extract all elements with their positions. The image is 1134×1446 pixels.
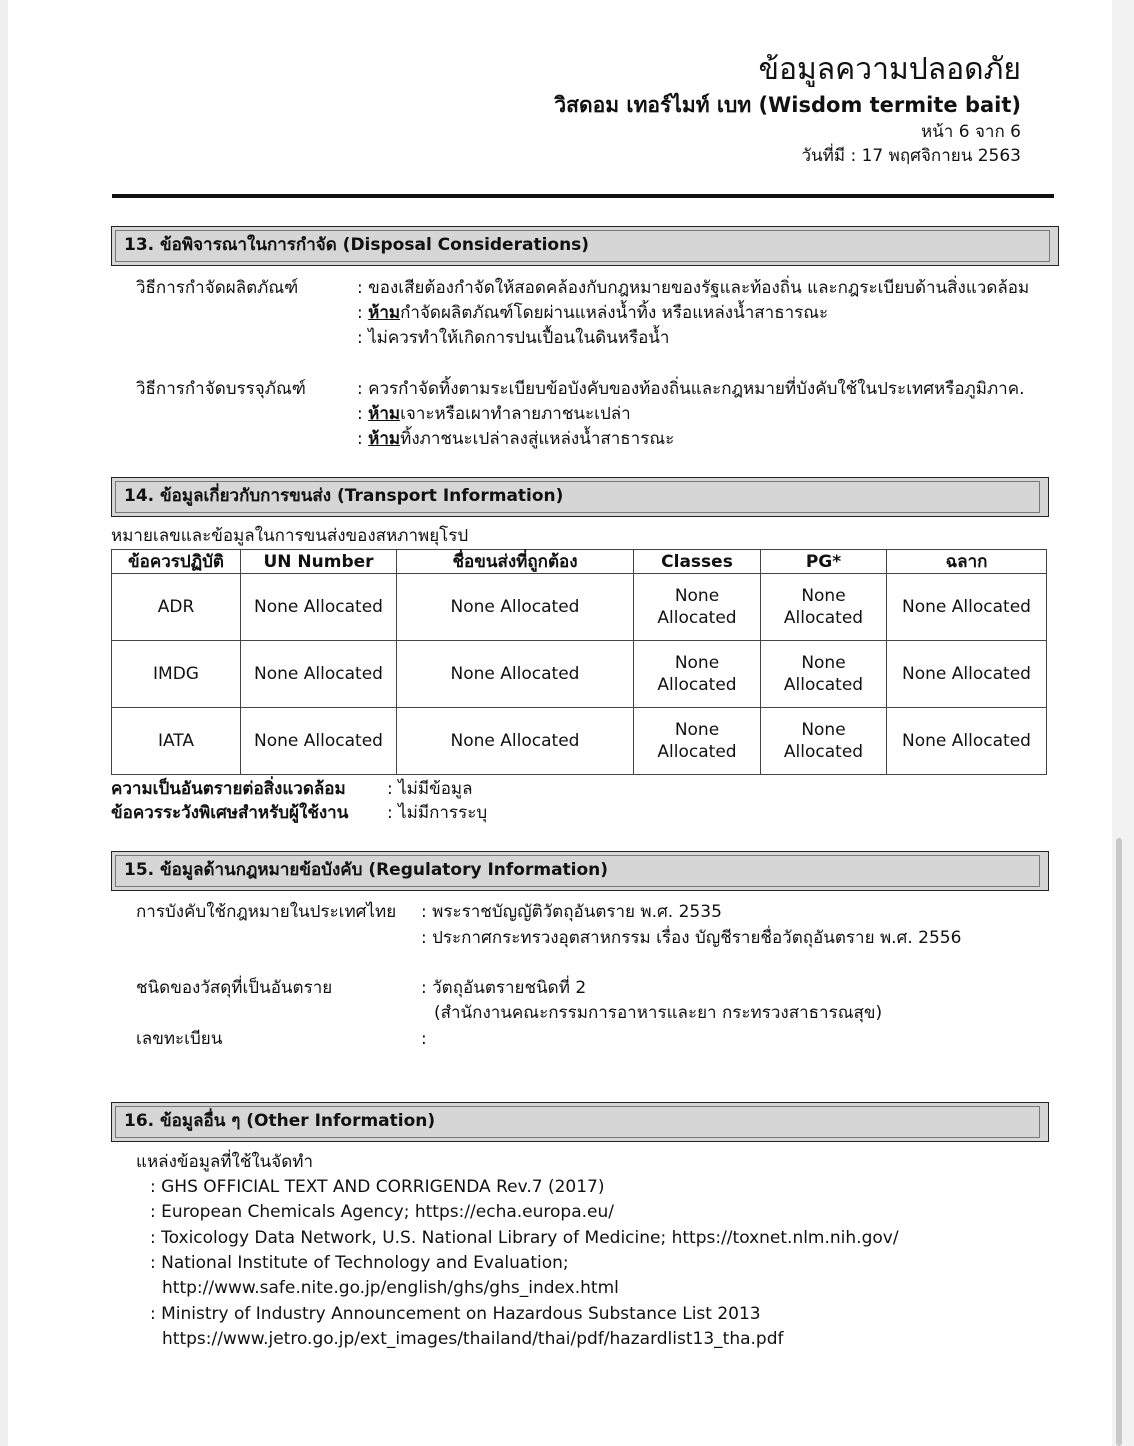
package-disposal-line-1: : ควรกำจัดทิ้งตามระเบียบข้อบังคับของท้องถิ่นและกฎหมายที่บังคับใช้ในประเทศหรือภูมิภาค.: [357, 379, 1025, 399]
env-hazard-label: ความเป็นอันตรายต่อสิ่งแวดล้อม: [111, 779, 346, 799]
source-item: : GHS OFFICIAL TEXT AND CORRIGENDA Rev.7 (2017): [150, 1177, 605, 1197]
thai-law-line-1: : พระราชบัญญัติวัตถุอันตราย พ.ศ. 2535: [421, 902, 722, 922]
document-header: [554, 50, 1021, 168]
table-header-row: [112, 550, 1047, 574]
source-item: : National Institute of Technology and Evaluation;: [150, 1253, 569, 1273]
column-header: UN Number: [241, 550, 397, 574]
table-cell: None Allocated: [634, 574, 761, 641]
source-item: : Toxicology Data Network, U.S. National Library of Medicine; https://toxnet.nlm.nih.gov/: [150, 1228, 899, 1248]
product-disposal-line-2: : ห้ามกำจัดผลิตภัณฑ์โดยผ่านแหล่งน้ำทิ้ง หรือแหล่งน้ำสาธารณะ: [357, 303, 829, 323]
table-cell: None Allocated: [634, 708, 761, 775]
source-item: : European Chemicals Agency; https://echa.europa.eu/: [150, 1202, 614, 1222]
source-item: : Ministry of Industry Announcement on Hazardous Substance List 2013: [150, 1304, 761, 1324]
viewer-left-edge: [0, 0, 8, 1446]
section-13-title: 13. ข้อพิจารณาในการกำจัด (Disposal Considerations): [124, 235, 590, 255]
product-disposal-line-1: : ของเสียต้องกำจัดให้สอดคล้องกับกฎหมายของรัฐและท้องถิ่น และกฎระเบียบด้านสิ่งแวดล้อม: [357, 278, 1030, 298]
hazard-type-line-2: (สำนักงานคณะกรรมการอาหารและยา กระทรวงสาธารณสุข): [434, 1003, 883, 1023]
scrollbar-thumb[interactable]: [1116, 838, 1122, 1446]
package-disposal-line-2: : ห้ามเจาะหรือเผาทำลายภาชนะเปล่า: [357, 404, 631, 424]
hazard-type-label: ชนิดของวัสดุที่เป็นอันตราย: [136, 978, 333, 998]
column-header: ชื่อขนส่งที่ถูกต้อง: [397, 550, 634, 574]
section-16-title: 16. ข้อมูลอื่น ๆ (Other Information): [124, 1111, 436, 1131]
table-cell: None Allocated: [241, 708, 397, 775]
transport-intro: หมายเลขและข้อมูลในการขนส่งของสหภาพยุโรป: [111, 526, 469, 546]
table-cell: None Allocated: [761, 708, 887, 775]
table-cell: ADR: [112, 574, 241, 641]
registration-label: เลขทะเบียน: [136, 1029, 223, 1049]
thai-law-line-2: : ประกาศกระทรวงอุตสาหกรรม เรื่อง บัญชีรายชื่อวัตถุอันตราย พ.ศ. 2556: [421, 928, 962, 948]
document-title: ข้อมูลความปลอดภัย: [758, 52, 1021, 87]
table-cell: None Allocated: [887, 641, 1047, 708]
package-disposal-label: วิธีการกำจัดบรรจุภัณฑ์: [136, 379, 306, 399]
source-item-url: https://www.jetro.go.jp/ext_images/thailand/thai/pdf/hazardlist13_tha.pdf: [162, 1329, 784, 1349]
table-row: [112, 641, 1047, 708]
page-number: หน้า 6 จาก 6: [920, 122, 1021, 142]
source-item-url: http://www.safe.nite.go.jp/english/ghs/ghs_index.html: [162, 1278, 619, 1298]
sources-label: แหล่งข้อมูลที่ใช้ในจัดทำ: [136, 1152, 314, 1172]
table-cell: None Allocated: [241, 574, 397, 641]
column-header: ฉลาก: [887, 550, 1047, 574]
column-header: ข้อควรปฏิบัติ: [112, 550, 241, 574]
table-cell: None Allocated: [887, 708, 1047, 775]
header-divider: [112, 194, 1054, 198]
table-cell: None Allocated: [397, 708, 634, 775]
column-header: Classes: [634, 550, 761, 574]
table-row: [112, 708, 1047, 775]
section-16-header: [111, 1102, 1049, 1142]
table-cell: None Allocated: [761, 641, 887, 708]
env-hazard-value: : ไม่มีข้อมูล: [387, 779, 473, 799]
table-cell: None Allocated: [761, 574, 887, 641]
table-cell: IMDG: [112, 641, 241, 708]
table-cell: None Allocated: [241, 641, 397, 708]
table-cell: None Allocated: [397, 574, 634, 641]
package-disposal-line-3: : ห้ามทิ้งภาชนะเปล่าลงสู่แหล่งน้ำสาธารณะ: [357, 429, 675, 449]
thai-law-label: การบังคับใช้กฎหมายในประเทศไทย: [136, 902, 397, 922]
table-cell: None Allocated: [397, 641, 634, 708]
table-row: [112, 574, 1047, 641]
transport-table: [111, 549, 1047, 775]
section-14-title: 14. ข้อมูลเกี่ยวกับการขนส่ง (Transport Information): [124, 486, 564, 506]
product-disposal-line-3: : ไม่ควรทำให้เกิดการปนเปื้อนในดินหรือน้ำ: [357, 328, 670, 348]
table-cell: None Allocated: [634, 641, 761, 708]
section-13-header: [111, 226, 1059, 266]
table-cell: IATA: [112, 708, 241, 775]
document-date: วันที่มี : 17 พฤศจิกายน 2563: [801, 146, 1021, 166]
product-name: วิสดอม เทอร์ไมท์ เบท (Wisdom termite bait): [554, 93, 1021, 117]
section-15-title: 15. ข้อมูลด้านกฎหมายข้อบังคับ (Regulatory Information): [124, 860, 609, 880]
product-disposal-label: วิธีการกำจัดผลิตภัณฑ์: [136, 278, 299, 298]
user-precaution-value: : ไม่มีการระบุ: [387, 803, 488, 823]
section-15-header: [111, 851, 1049, 891]
table-cell: None Allocated: [887, 574, 1047, 641]
section-14-header: [111, 477, 1049, 517]
hazard-type-line-1: : วัตถุอันตรายชนิดที่ 2: [421, 978, 587, 998]
user-precaution-label: ข้อควรระวังพิเศษสำหรับผู้ใช้งาน: [111, 803, 349, 823]
column-header: PG*: [761, 550, 887, 574]
registration-value: :: [421, 1029, 427, 1049]
